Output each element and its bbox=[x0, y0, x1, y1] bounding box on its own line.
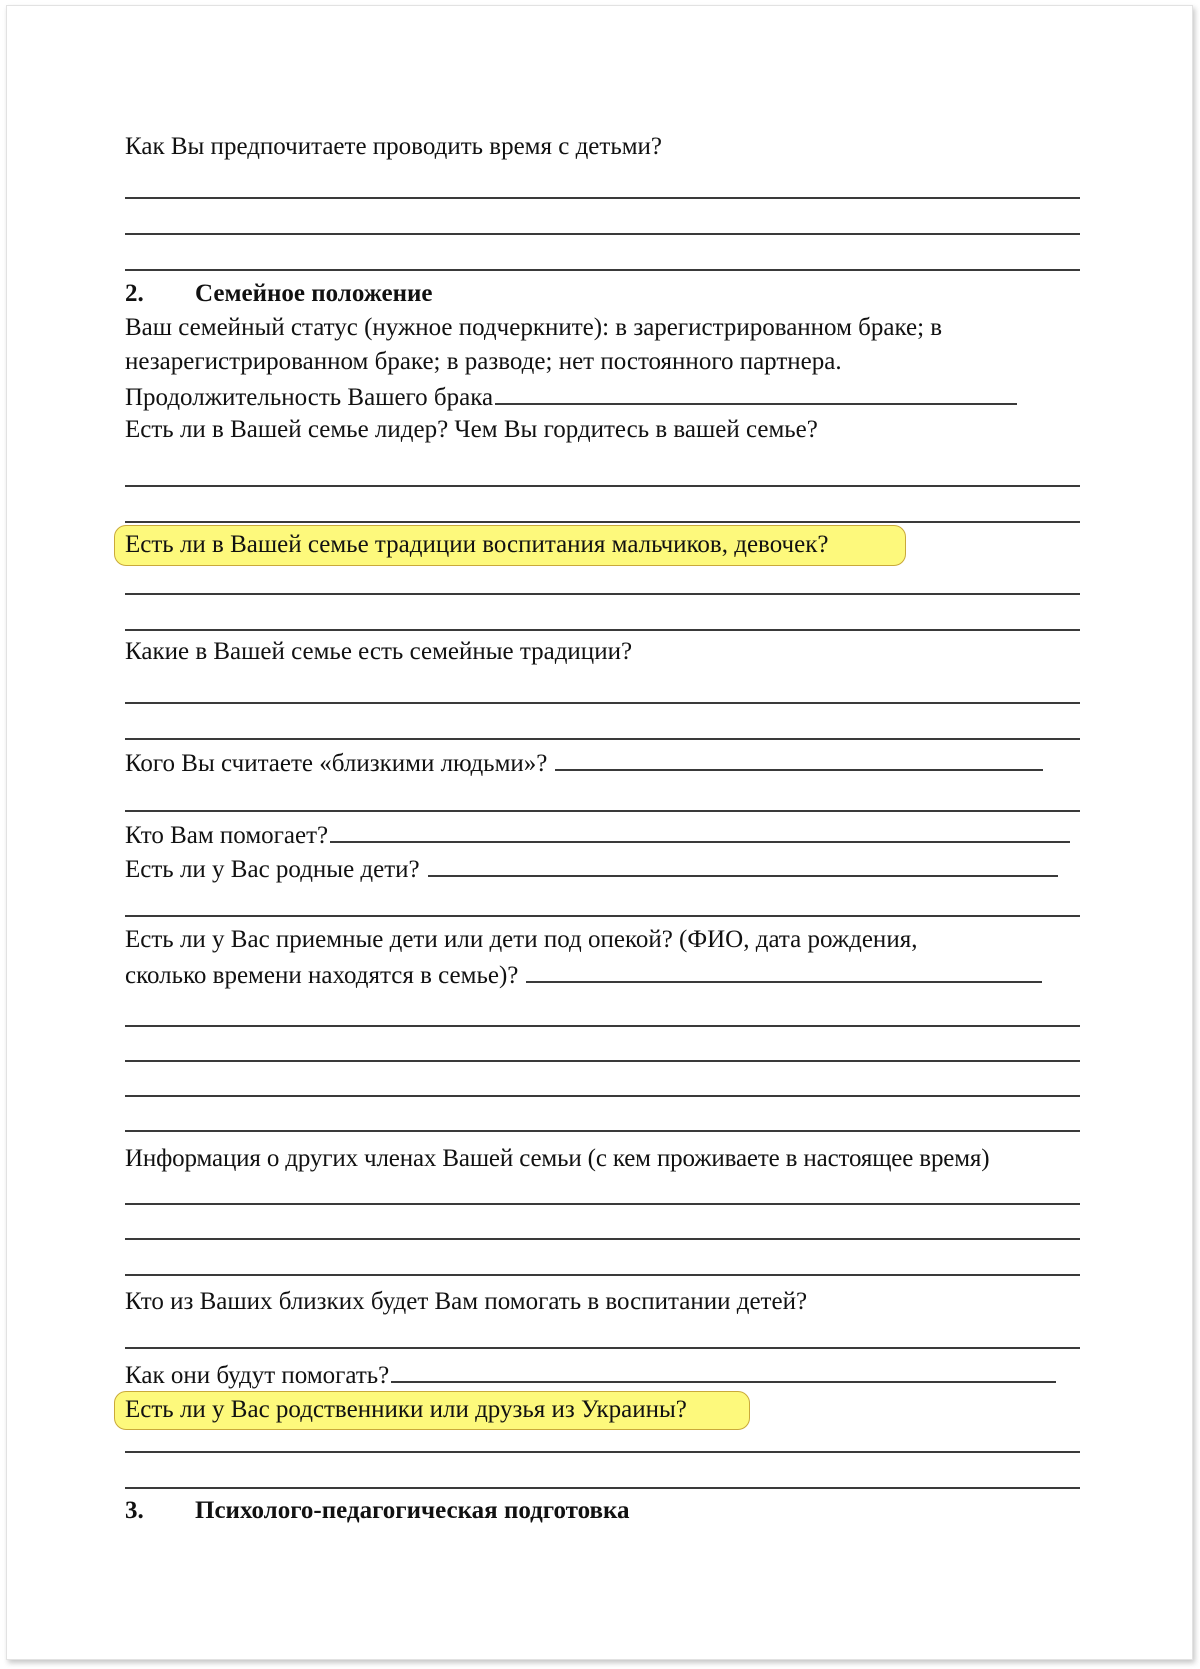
close-people-row bbox=[125, 747, 1043, 779]
answer-line[interactable] bbox=[125, 915, 1080, 917]
question-text: Есть ли в Вашей семье лидер? Чем Вы гордитесь в вашей семье? bbox=[125, 416, 818, 443]
answer-line[interactable] bbox=[125, 1451, 1080, 1453]
answer-line[interactable] bbox=[125, 269, 1080, 271]
relatives-help-question bbox=[125, 1287, 807, 1317]
question-text: Как Вы предпочитаете проводить время с детьми? bbox=[125, 133, 663, 160]
highlighted-question-ukraine bbox=[114, 1391, 750, 1430]
section-title: Психолого-педагогическая подготовка bbox=[195, 1497, 630, 1524]
highlighted-question-traditions bbox=[114, 525, 906, 566]
foster-children-field[interactable] bbox=[526, 959, 1042, 983]
question-text: Какие в Вашей семье есть семейные традиции? bbox=[125, 638, 633, 665]
section-number: 2. bbox=[125, 280, 144, 307]
marital-status-text: Ваш семейный статус (нужное подчеркните): в зарегистрированном браке; в bbox=[125, 314, 943, 341]
question-text: Как они будут помогать? bbox=[125, 1362, 390, 1389]
answer-line[interactable] bbox=[125, 233, 1080, 235]
foster-children-line-1 bbox=[125, 925, 917, 955]
foster-children-line-2 bbox=[125, 959, 1042, 991]
who-helps-field[interactable] bbox=[330, 819, 1070, 843]
marital-status-line-2 bbox=[125, 347, 842, 377]
answer-line[interactable] bbox=[125, 1203, 1080, 1205]
how-help-row bbox=[125, 1359, 1056, 1391]
answer-line[interactable] bbox=[125, 810, 1080, 812]
section-2-heading bbox=[125, 279, 433, 309]
answer-line[interactable] bbox=[125, 1347, 1080, 1349]
answer-line[interactable] bbox=[125, 1025, 1080, 1027]
how-help-field[interactable] bbox=[391, 1359, 1056, 1383]
answer-line[interactable] bbox=[125, 702, 1080, 704]
marriage-duration-label: Продолжительность Вашего брака bbox=[125, 384, 494, 411]
answer-line[interactable] bbox=[125, 1130, 1080, 1132]
question-text: сколько времени находятся в семье)? bbox=[125, 962, 519, 989]
question-text: Есть ли у Вас родные дети? bbox=[125, 856, 420, 883]
section-number: 3. bbox=[125, 1497, 144, 1524]
question-text: Есть ли в Вашей семье традиции воспитания мальчиков, девочек? bbox=[125, 531, 829, 558]
who-helps-row bbox=[125, 819, 1070, 851]
family-traditions-question bbox=[125, 637, 632, 667]
answer-line[interactable] bbox=[125, 593, 1080, 595]
question-text: Кто Вам помогает? bbox=[125, 822, 329, 849]
own-children-row bbox=[125, 853, 1058, 885]
own-children-field[interactable] bbox=[428, 853, 1058, 877]
section-title: Семейное положение bbox=[195, 280, 433, 307]
question-text: Есть ли у Вас приемные дети или дети под опекой? (ФИО, дата рождения, bbox=[125, 926, 918, 953]
answer-line[interactable] bbox=[125, 1095, 1080, 1097]
answer-line[interactable] bbox=[125, 1274, 1080, 1276]
answer-line[interactable] bbox=[125, 1238, 1080, 1240]
question-text: Есть ли у Вас родственники или друзья из Украины? bbox=[125, 1396, 687, 1423]
marriage-duration-row bbox=[125, 381, 1017, 413]
answer-line[interactable] bbox=[125, 1487, 1080, 1489]
close-people-field[interactable] bbox=[555, 747, 1043, 771]
answer-line[interactable] bbox=[125, 485, 1080, 487]
answer-line[interactable] bbox=[125, 738, 1080, 740]
leader-pride-question bbox=[125, 415, 818, 445]
answer-line[interactable] bbox=[125, 197, 1080, 199]
answer-line[interactable] bbox=[125, 629, 1080, 631]
marriage-duration-field[interactable] bbox=[495, 381, 1017, 405]
question-time-with-children bbox=[125, 132, 662, 162]
marital-status-line-1 bbox=[125, 313, 942, 343]
question-text: Кто из Ваших близких будет Вам помогать в воспитании детей? bbox=[125, 1288, 808, 1315]
section-3-heading bbox=[125, 1496, 630, 1526]
other-members-question bbox=[125, 1144, 989, 1174]
answer-line[interactable] bbox=[125, 1060, 1080, 1062]
document-page bbox=[6, 5, 1193, 1660]
question-text: Кого Вы считаете «близкими людьми»? bbox=[125, 750, 548, 777]
question-text: Информация о других членах Вашей семьи (с кем проживаете в настоящее время) bbox=[125, 1145, 990, 1172]
answer-line[interactable] bbox=[125, 521, 1080, 523]
marital-status-text: незарегистрированном браке; в разводе; нет постоянного партнера. bbox=[125, 348, 842, 375]
